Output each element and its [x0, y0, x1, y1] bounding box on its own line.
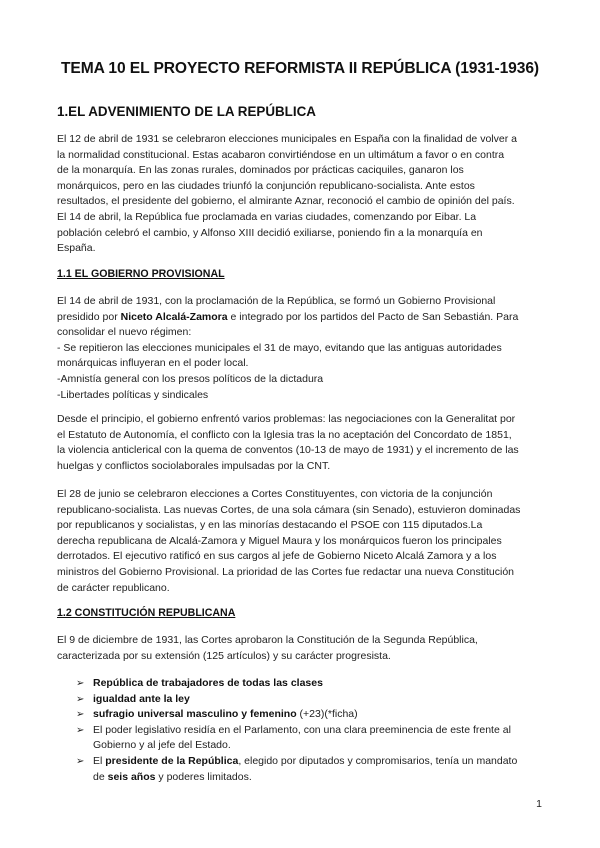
text-line: Desde el principio, el gobierno enfrentó varios problemas: las negociaciones con la Generalitat por	[57, 413, 516, 425]
bullet-text: Gobierno y al jefe del Estado.	[93, 739, 231, 752]
text-line: la violencia anticlerical con la quema de conventos (10-13 de mayo de 1931) y el incremento de las	[57, 444, 519, 457]
paragraph-constitucion	[57, 633, 547, 664]
text-line: de la monarquía. En las zonas rurales, dominados por prácticas caciquiles, ganaron los	[57, 164, 464, 177]
arrow-bullet-icon: ➢	[76, 693, 85, 705]
bullet-text: El poder legislativo residía en el Parlamento, con una clara preeminencia de este frente al	[93, 723, 511, 736]
list-item	[76, 676, 546, 692]
bold-term: presidente de la República	[105, 754, 239, 767]
paragraph-gobierno-provisional	[57, 294, 547, 403]
text-line: ministros del Gobierno Provisional. La prioridad de las Cortes fue redactar una nueva Constitución	[57, 565, 514, 578]
list-item	[76, 707, 546, 723]
text-run: e integrado por los partidos del Pacto de San Sebastián. Para	[227, 310, 519, 323]
text-line: -Libertades políticas y sindicales	[57, 388, 209, 401]
arrow-bullet-icon: ➢	[76, 755, 85, 767]
text-line	[57, 310, 547, 326]
text-line: España.	[57, 242, 96, 255]
paragraph-cortes-constituyentes	[57, 487, 547, 596]
paragraph-problemas	[57, 412, 547, 474]
text-run: El	[93, 754, 106, 767]
bullet-text: sufragio universal masculino y femenino	[93, 708, 297, 721]
text-run: , elegido por diputados y compromisarios, tenía un mandato	[238, 754, 518, 767]
text-line: derecha republicana de Alcalá-Zamora y Miguel Maura y los monárquicos fueron los principales	[57, 534, 502, 547]
text-line: - Se repitieron las elecciones municipales el 31 de mayo, evitando que las antiguas autoridades	[57, 341, 502, 354]
list-item	[76, 723, 546, 754]
text-line: población celebró el cambio, y Alfonso XIII decidió exiliarse, poniendo fin a la monarquía en	[57, 226, 483, 239]
document-title: TEMA 10 EL PROYECTO REFORMISTA II REPÚBLICA (1931-1936)	[60, 60, 539, 77]
arrow-bullet-icon: ➢	[76, 709, 85, 721]
text-line: El 12 de abril de 1931 se celebraron elecciones municipales en España con la finalidad de volver a	[57, 133, 517, 145]
list-item	[76, 692, 546, 708]
bullet-text	[93, 770, 546, 786]
text-line: de carácter republicano.	[57, 581, 170, 594]
bullet-text: igualdad ante la ley	[93, 692, 190, 705]
text-line: republicano-socialista. Las nuevas Cortes, de una sola cámara (sin Senado), estuvieron dominadas	[57, 503, 521, 516]
text-line: huelgas y conflictos sociolaborales impulsadas por la CNT.	[57, 459, 331, 472]
section-heading-advenimiento: 1.EL ADVENIMIENTO DE LA REPÚBLICA	[57, 104, 316, 119]
text-line: monárquicas influyeran en el poder local.	[57, 357, 249, 370]
text-line: El 14 de abril, la República fue proclamada en varias ciudades, comenzando por Eibar. La	[57, 210, 477, 223]
text-run: y poderes limitados.	[155, 770, 252, 783]
arrow-bullet-icon: ➢	[76, 724, 85, 736]
text-run: de	[93, 770, 108, 783]
page-number: 1	[536, 798, 542, 810]
text-line: la normalidad constitucional. Estas acabaron convirtiéndose en un ultimátum a favor o en contra	[57, 148, 505, 161]
text-line: caracterizada por su extensión (125 artículos) y su carácter progresista.	[57, 649, 391, 662]
text-line: el Estatuto de Autonomía, el conflicto con la Iglesia tras la no aceptación del Concordato de 1851,	[57, 428, 512, 441]
text-line: El 9 de diciembre de 1931, las Cortes aprobaron la Constitución de la Segunda República,	[57, 634, 478, 646]
bold-name-alcala-zamora: Niceto Alcalá-Zamora	[120, 310, 228, 323]
text-line: El 28 de junio se celebraron elecciones a Cortes Constituyentes, con victoria de la conjunción	[57, 488, 493, 500]
subsection-heading-constitucion: 1.2 CONSTITUCIÓN REPUBLICANA	[57, 607, 236, 619]
text-line: resultados, el presidente del gobierno, el almirante Aznar, reconoció el cambio de opinión del país.	[57, 195, 515, 208]
bullet-text: República de trabajadores de todas las clases	[93, 677, 323, 689]
subsection-heading-gobierno-provisional: 1.1 EL GOBIERNO PROVISIONAL	[57, 268, 225, 280]
list-item	[76, 754, 546, 785]
text-line: derrotados. El ejecutivo ratificó en sus cargos al jefe de Gobierno Niceto Alcalá Zamora y a los	[57, 550, 497, 563]
bullet-text	[93, 754, 546, 770]
arrow-bullet-icon: ➢	[76, 678, 85, 689]
text-line: por republicanos y socialistas, y en las minorías destacando el PSOE con 115 diputados.La	[57, 519, 483, 532]
paragraph-advenimiento	[57, 132, 547, 257]
text-line: monárquicos, pero en las ciudades triunfó la conjunción republicano-socialista. Ante estos	[57, 179, 475, 192]
text-line: consolidar el nuevo régimen:	[57, 326, 192, 339]
text-run: presidido por	[57, 310, 121, 323]
bold-term: seis años	[107, 770, 156, 783]
constitution-bullet-list	[76, 676, 546, 785]
bullet-text: (+23)(*ficha)	[296, 708, 358, 721]
text-line: -Amnistía general con los presos políticos de la dictadura	[57, 372, 324, 385]
text-line: El 14 de abril de 1931, con la proclamación de la República, se formó un Gobierno Provisional	[57, 295, 496, 307]
